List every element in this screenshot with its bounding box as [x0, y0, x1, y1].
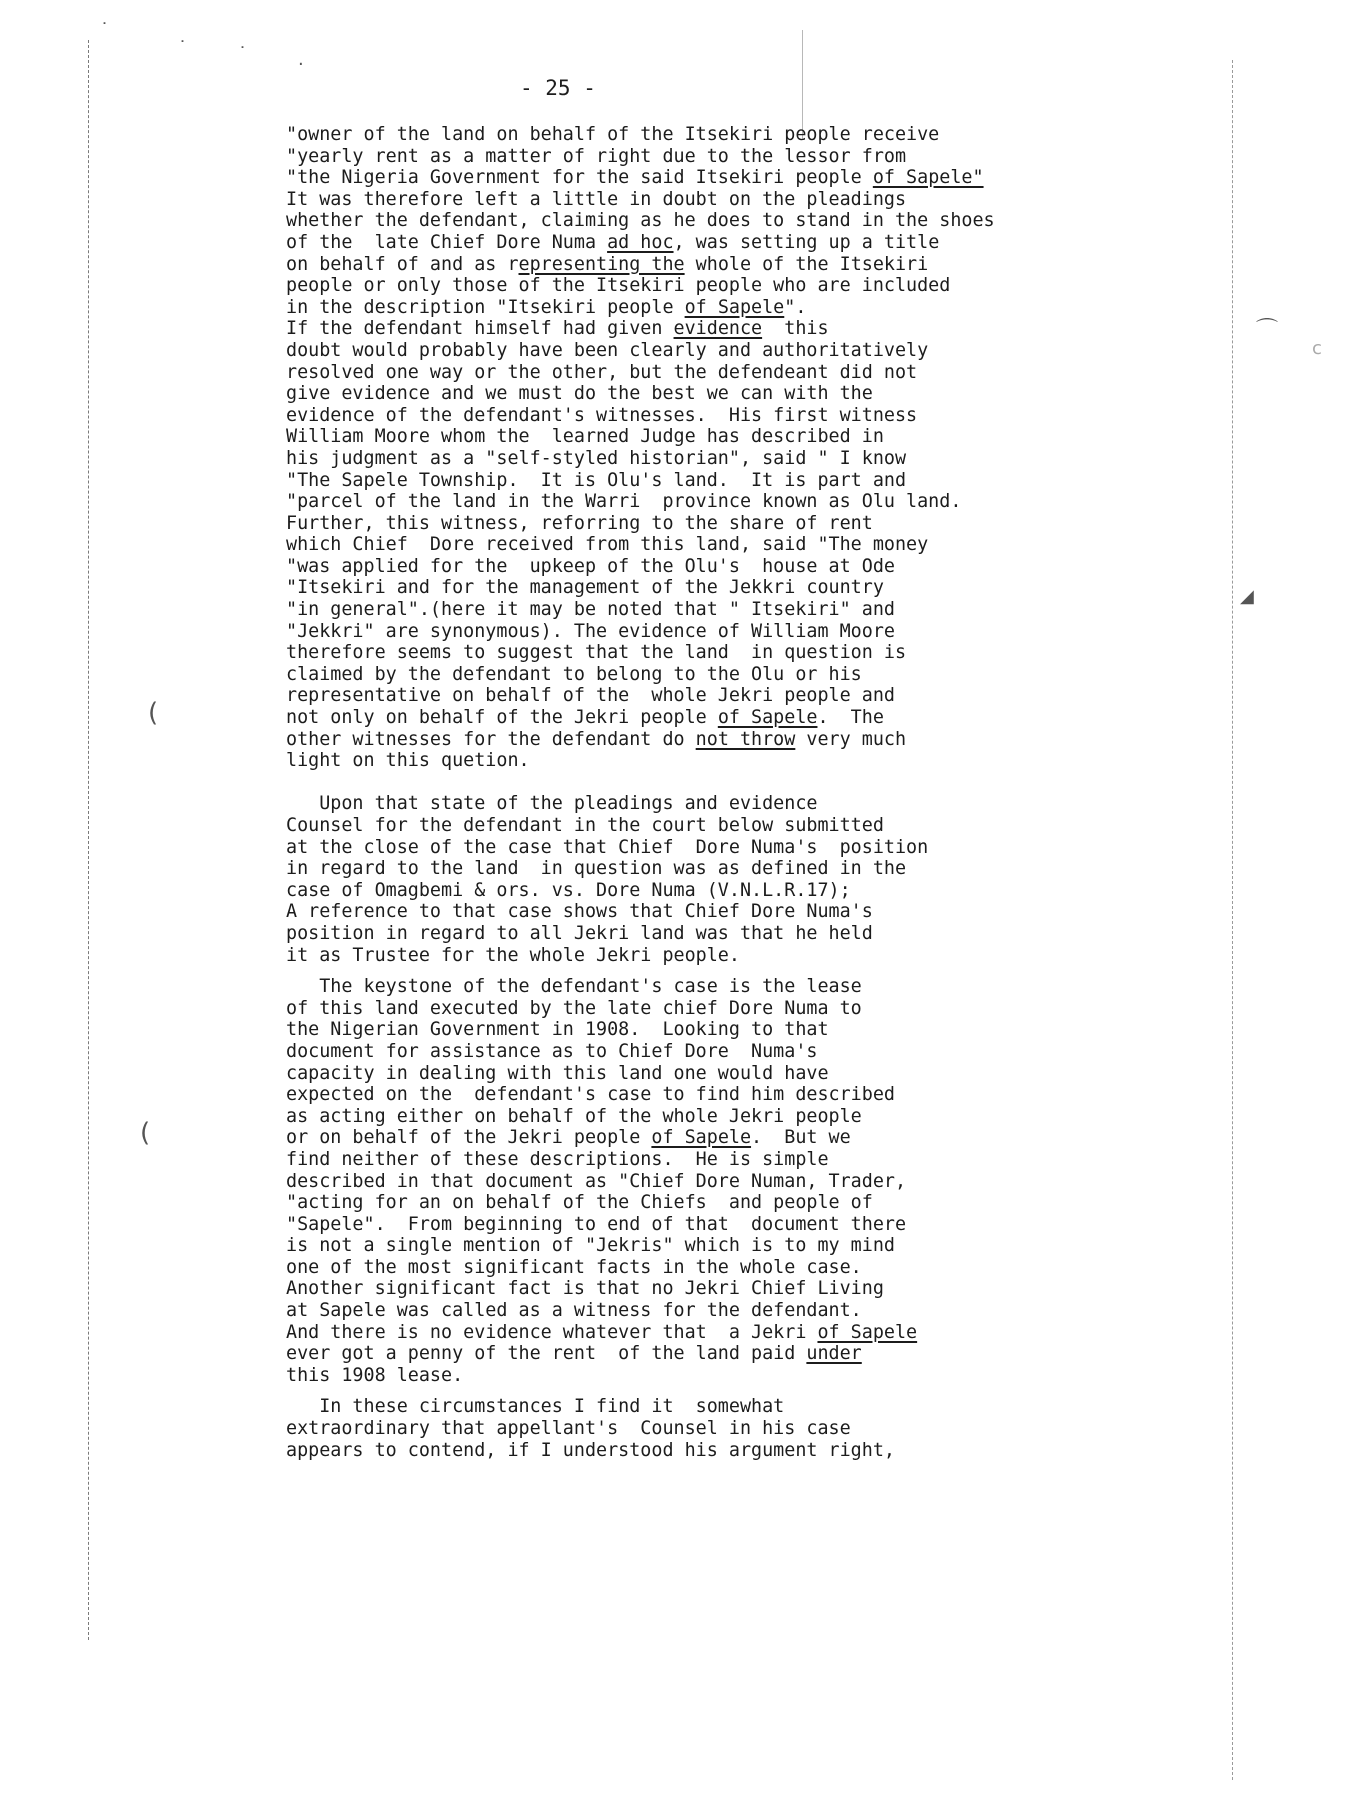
text-run: document for assistance as to Chief Dore Numa's — [286, 1040, 818, 1062]
text-run: "The Sapele Township. It is Olu's land. It is part and — [286, 469, 907, 491]
text-run: It was therefore left a little in doubt on the pleadings — [286, 188, 907, 210]
text-line — [286, 1063, 1166, 1085]
text-line — [286, 167, 1166, 189]
text-run: very much — [795, 728, 907, 750]
text-line — [286, 426, 1166, 448]
paragraph-gap — [286, 966, 1166, 976]
text-run: "owner of the land on behalf of the Itsekiri people receive — [286, 124, 940, 145]
text-run: in regard to the land in question was as defined in the — [286, 858, 907, 880]
text-line — [286, 621, 1166, 643]
text-run: "yearly rent as a matter of right due to the lessor from — [286, 145, 907, 167]
text-line — [286, 1171, 1166, 1193]
text-line — [286, 254, 1166, 276]
underlined-text: of Sapele — [717, 707, 818, 729]
text-run: In these circumstances I find it somewhat — [286, 1396, 785, 1418]
text-run: representative on behalf of the whole Jekri people and — [286, 685, 895, 707]
text-line — [286, 1192, 1166, 1214]
text-line — [286, 642, 1166, 664]
text-run: other witnesses for the defendant do — [286, 728, 696, 750]
text-run: give evidence and we must do the best we can with the — [286, 383, 873, 405]
text-line — [286, 1214, 1166, 1236]
text-line — [286, 1343, 1166, 1365]
text-run: "the Nigeria Government for the said Itsekiri people — [286, 167, 873, 189]
text-line — [286, 556, 1166, 578]
page-number: - 25 - — [520, 76, 596, 100]
scan-speck: c — [1312, 338, 1322, 359]
scan-speck: ◢ — [1240, 586, 1254, 607]
text-line — [286, 275, 1166, 297]
scan-speck: ( — [148, 698, 159, 728]
text-run: "in general".(here it may be noted that " Itsekiri" and — [286, 599, 895, 621]
text-line — [286, 976, 1166, 998]
text-run: William Moore whom the learned Judge has described in — [286, 426, 884, 448]
text-line — [286, 1235, 1166, 1257]
text-run: ". — [784, 296, 807, 318]
paragraph — [286, 1396, 1166, 1461]
text-line — [286, 297, 1166, 319]
text-line — [286, 405, 1166, 427]
text-line — [286, 383, 1166, 405]
text-line — [286, 729, 1166, 751]
text-line — [286, 1300, 1166, 1322]
text-run: whether the defendant, claiming as he does to stand in the shoes — [286, 210, 995, 232]
scan-speck: ( — [140, 1118, 151, 1148]
text-line — [286, 513, 1166, 535]
text-run: not only on behalf of the Jekri people — [286, 707, 718, 729]
text-run: "Jekkri" are synonymous). The evidence of William Moore — [286, 620, 895, 642]
text-run: as acting either on behalf of the whole Jekri people — [286, 1105, 862, 1127]
text-line — [286, 793, 1166, 815]
text-line — [286, 577, 1166, 599]
underlined-text: epresenting the — [518, 253, 685, 275]
text-line — [286, 664, 1166, 686]
text-line — [286, 1084, 1166, 1106]
text-line — [286, 685, 1166, 707]
scan-speck: ˙ — [100, 20, 109, 41]
text-line — [286, 750, 1166, 772]
text-run: "parcel of the land in the Warri province known as Olu land. — [286, 491, 962, 513]
text-run: extraordinary that appellant's Counsel in his case — [286, 1418, 851, 1440]
text-run: . The — [817, 707, 884, 729]
text-run: "acting for an on behalf of the Chiefs and people of — [286, 1192, 873, 1214]
text-run: people or only those of the Itsekiri people who are included — [286, 275, 951, 297]
text-line — [286, 1396, 1166, 1418]
text-line — [286, 901, 1166, 923]
text-run: in the description "Itsekiri people — [286, 296, 685, 318]
text-run: his judgment as a "self-styled historian", said " I know — [286, 447, 907, 469]
text-line — [286, 815, 1166, 837]
text-line — [286, 998, 1166, 1020]
text-line — [286, 1322, 1166, 1344]
text-line — [286, 1019, 1166, 1041]
text-run: this — [762, 318, 829, 340]
text-run: A reference to that case shows that Chief Dore Numa's — [286, 901, 873, 923]
text-line — [286, 1149, 1166, 1171]
text-run: ever got a penny of the rent of the land paid — [286, 1343, 807, 1365]
text-line — [286, 1106, 1166, 1128]
text-run: , was setting up a title — [673, 231, 940, 253]
text-line — [286, 210, 1166, 232]
paragraph-gap — [286, 772, 1166, 794]
text-line — [286, 1127, 1166, 1149]
text-run: And there is no evidence whatever that a Jekri — [286, 1321, 818, 1343]
text-line — [286, 340, 1166, 362]
text-line — [286, 1440, 1166, 1462]
text-run: described in that document as "Chief Dore Numan, Trader, — [286, 1170, 907, 1192]
text-run: light on this quetion. — [286, 750, 530, 772]
text-line — [286, 923, 1166, 945]
text-run: "Itsekiri and for the management of the Jekkri country — [286, 577, 884, 599]
right-margin-rule — [1232, 60, 1233, 1780]
scan-speck: ˙ — [178, 38, 187, 59]
text-run: find neither of these descriptions. He is simple — [286, 1148, 829, 1170]
text-line — [286, 1278, 1166, 1300]
text-run: "Sapele". From beginning to end of that document there — [286, 1213, 907, 1235]
paragraph — [286, 124, 1166, 772]
paragraph — [286, 793, 1166, 966]
text-run: at the close of the case that Chief Dore Numa's position — [286, 836, 929, 858]
text-run: resolved one way or the other, but the defendeant did not — [286, 361, 918, 383]
underlined-text: of Sapele — [651, 1127, 752, 1149]
underlined-text: of Sapele" — [872, 167, 984, 189]
text-line — [286, 837, 1166, 859]
text-run: "was applied for the upkeep of the Olu's house at Ode — [286, 555, 895, 577]
text-run: on behalf of and as r — [286, 253, 519, 275]
text-run: Further, this witness, reforring to the share of rent — [286, 512, 873, 534]
text-run: evidence of the defendant's witnesses. His first witness — [286, 404, 918, 426]
text-run: of the late Chief Dore Numa — [286, 231, 608, 253]
text-line — [286, 448, 1166, 470]
text-line — [286, 707, 1166, 729]
text-line — [286, 318, 1166, 340]
text-run: appears to contend, if I understood his argument right, — [286, 1439, 895, 1461]
text-run: at Sapele was called as a witness for the defendant. — [286, 1300, 862, 1322]
text-line — [286, 858, 1166, 880]
text-line — [286, 599, 1166, 621]
underlined-text: of Sapele — [817, 1321, 918, 1343]
text-run: or on behalf of the Jekri people — [286, 1127, 652, 1149]
document-body — [286, 124, 1166, 1461]
text-run: Another significant fact is that no Jekri Chief Living — [286, 1278, 884, 1300]
text-run: case of Omagbemi & ors. vs. Dore Numa (V.N.L.R.17); — [286, 879, 851, 901]
text-run: If the defendant himself had given — [286, 318, 674, 340]
text-run: which Chief Dore received from this land, said "The money — [286, 534, 929, 556]
text-line — [286, 945, 1166, 967]
text-line — [286, 491, 1166, 513]
scan-speck: ˙ — [238, 44, 247, 65]
text-run: . But we — [751, 1127, 851, 1149]
text-line — [286, 124, 1166, 146]
scan-speck: · — [298, 54, 304, 75]
text-line — [286, 189, 1166, 211]
text-run: it as Trustee for the whole Jekri people. — [286, 944, 740, 966]
text-run: whole of the Itsekiri — [684, 253, 929, 275]
text-run: Upon that state of the pleadings and evidence — [286, 793, 818, 815]
text-line — [286, 1365, 1166, 1387]
text-line — [286, 1257, 1166, 1279]
text-run: the Nigerian Government in 1908. Looking to that — [286, 1019, 829, 1041]
paragraph-gap — [286, 1386, 1166, 1396]
text-run: position in regard to all Jekri land was that he held — [286, 922, 873, 944]
text-run: this 1908 lease. — [286, 1364, 464, 1386]
underlined-text: ad hoc — [607, 231, 674, 253]
text-run: The keystone of the defendant's case is the lease — [286, 976, 862, 998]
text-run: therefore seems to suggest that the land in question is — [286, 642, 907, 664]
text-line — [286, 880, 1166, 902]
scan-speck: ⌒ — [1256, 318, 1279, 343]
text-run: claimed by the defendant to belong to the Olu or his — [286, 663, 862, 685]
text-line — [286, 534, 1166, 556]
underlined-text: of Sapele — [684, 296, 785, 318]
text-run: of this land executed by the late chief Dore Numa to — [286, 997, 862, 1019]
underlined-text: evidence — [673, 318, 763, 340]
text-line — [286, 146, 1166, 168]
text-line — [286, 1041, 1166, 1063]
text-run: doubt would probably have been clearly and authoritatively — [286, 339, 929, 361]
text-line — [286, 470, 1166, 492]
text-run: capacity in dealing with this land one would have — [286, 1062, 829, 1084]
text-run: expected on the defendant's case to find him described — [286, 1084, 895, 1106]
paragraph — [286, 976, 1166, 1386]
left-margin-rule — [88, 40, 89, 1640]
text-line — [286, 1418, 1166, 1440]
text-run: Counsel for the defendant in the court below submitted — [286, 815, 884, 836]
text-line — [286, 232, 1166, 254]
text-line — [286, 362, 1166, 384]
text-run: one of the most significant facts in the whole case. — [286, 1256, 862, 1278]
underlined-text: under — [806, 1343, 862, 1365]
underlined-text: not throw — [695, 728, 796, 750]
text-run: is not a single mention of "Jekris" which is to my mind — [286, 1235, 895, 1257]
